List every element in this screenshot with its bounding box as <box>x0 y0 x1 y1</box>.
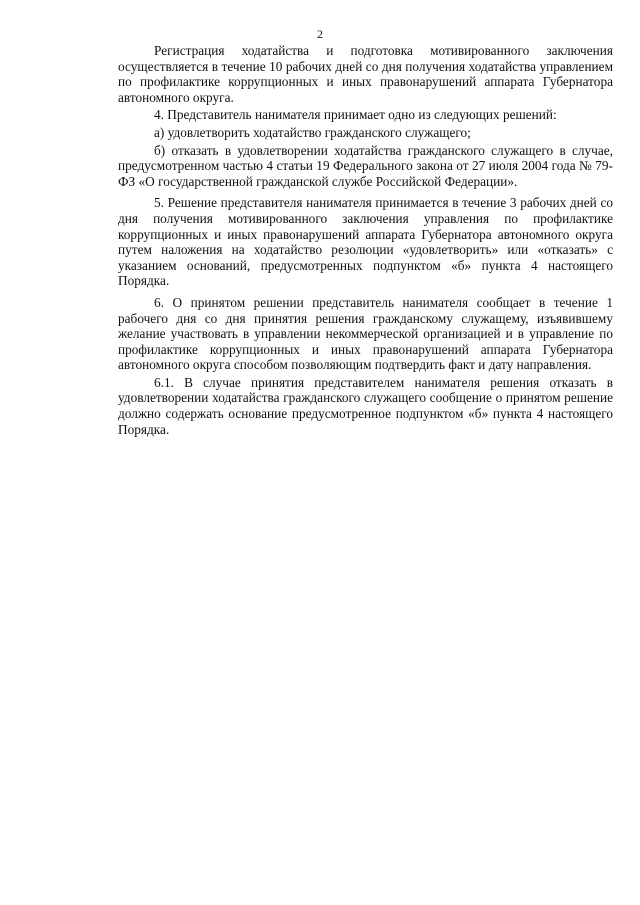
paragraph-4a: а) удовлетворить ходатайство гражданского служащего; <box>154 124 471 140</box>
paragraph-6: 6. О принятом решении представитель нанимателя сообщает в течение 1 рабочего дня со дня принятия решения гражданскому служащему, изъявившему желание участвовать в управлении некоммерческой организацией и в управление по профилактике коррупционных и иных правонарушений аппарата Губернатора автономного округа способом позволяющим подтвердить факт и дату направления. <box>118 294 613 373</box>
paragraph-6-1: 6.1. В случае принятия представителем нанимателя решения отказать в удовлетворении ходатайства гражданского служащего сообщение о принятом решение должно содержать основание предусмотренное подпунктом «б» пункта 4 настоящего Порядка. <box>118 374 613 437</box>
paragraph-4b: б) отказать в удовлетворении ходатайства гражданского служащего в случае, предусмотренном частью 4 статьи 19 Федерального закона от 27 июля 2004 года № 79-ФЗ «О государственной гражданской службе Российской Федерации». <box>118 142 613 189</box>
paragraph-5: 5. Решение представителя нанимателя принимается в течение 3 рабочих дней со дня получения мотивированного заключения управления по профилактике коррупционных и иных правонарушений аппарата Губернатора автономного округа путем наложения на ходатайство резолюции «удовлетворить» или «отказать» с указанием оснований, предусмотренных подпунктом «б» пункта 4 настоящего Порядка. <box>118 195 613 289</box>
page-number: 2 <box>317 27 323 41</box>
paragraph-4: 4. Представитель нанимателя принимает одно из следующих решений: <box>154 107 557 123</box>
paragraph-registration: Регистрация ходатайства и подготовка мотивированного заключения осуществляется в течение 10 рабочих дней со дня получения ходатайства управлением по профилактике коррупционных и иных правонарушений аппарата Губернатора автономного округа. <box>118 43 613 105</box>
document-body <box>118 43 613 439</box>
